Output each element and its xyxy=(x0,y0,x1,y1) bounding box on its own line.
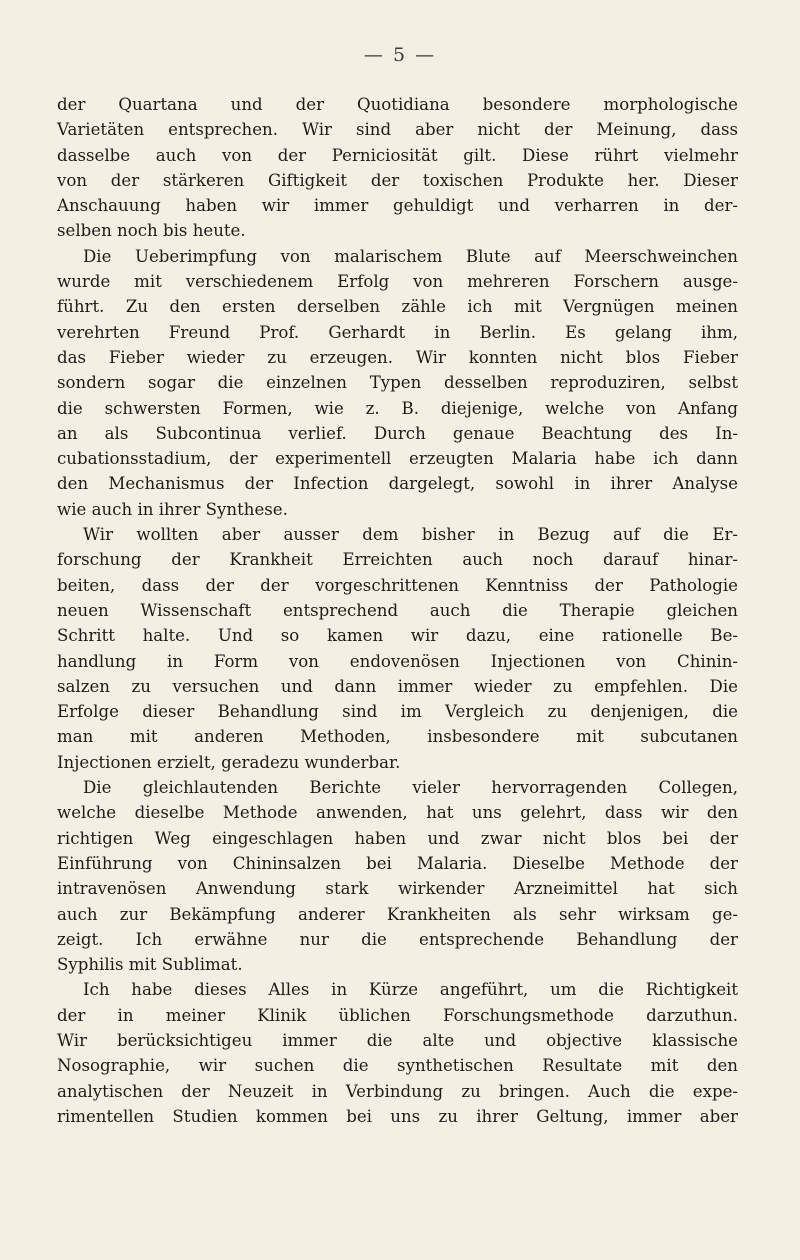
text-line: cubationsstadium, der experimentell erzeugten Malaria habe ich dann xyxy=(57,449,738,469)
text-line: Anschauung haben wir immer gehuldigt und verharren in der- xyxy=(57,196,738,216)
text-line: Erfolge dieser Behandlung sind im Vergleich zu denjenigen, die xyxy=(57,702,738,722)
text-line: Schritt halte. Und so kamen wir dazu, eine rationelle Be- xyxy=(57,626,738,646)
text-line: beiten, dass der der vorgeschrittenen Kenntniss der Pathologie xyxy=(57,575,738,595)
text-line: Ich habe dieses Alles in Kürze angeführt, um die Richtigkeit xyxy=(83,980,738,1000)
paragraph xyxy=(57,522,738,775)
text-line: das Fieber wieder zu erzeugen. Wir konnten nicht blos Fieber xyxy=(57,347,738,367)
text-line: dasselbe auch von der Perniciosität gilt. Diese rührt vielmehr xyxy=(57,145,738,165)
text-line: Syphilis mit Sublimat. xyxy=(57,955,243,975)
text-line: richtigen Weg eingeschlagen haben und zwar nicht blos bei der xyxy=(57,828,738,848)
text-line: der in meiner Klinik üblichen Forschungsmethode darzuthun. xyxy=(57,1005,738,1025)
paragraph xyxy=(57,92,738,244)
text-line: zeigt. Ich erwähne nur die entsprechende Behandlung der xyxy=(57,929,738,949)
text-line: Die Ueberimpfung von malarischem Blute auf Meerschweinchen xyxy=(83,246,738,266)
text-line: führt. Zu den ersten derselben zähle ich mit Vergnügen meinen xyxy=(57,297,738,317)
text-line: den Mechanismus der Infection dargelegt, sowohl in ihrer Analyse xyxy=(57,474,738,494)
page-number: — 5 — xyxy=(363,44,437,66)
text-line: der Quartana und der Quotidiana besondere morphologische xyxy=(57,95,738,114)
text-line: handlung in Form von endovenösen Injectionen von Chinin- xyxy=(57,651,738,671)
text-line: von der stärkeren Giftigkeit der toxischen Produkte her. Dieser xyxy=(57,170,738,190)
paragraph xyxy=(57,775,738,977)
text-line: analytischen der Neuzeit in Verbindung zu bringen. Auch die expe- xyxy=(57,1081,738,1101)
paragraph xyxy=(57,244,738,522)
text-line: Einführung von Chininsalzen bei Malaria. Dieselbe Methode der xyxy=(57,853,738,873)
text-line: die schwersten Formen, wie z. B. diejenige, welche von Anfang xyxy=(57,398,738,418)
text-line: Die gleichlautenden Berichte vieler hervorragenden Collegen, xyxy=(83,778,738,798)
text-line: intravenösen Anwendung stark wirkender Arzneimittel hat sich xyxy=(57,879,738,899)
text-line: selben noch bis heute. xyxy=(57,221,246,241)
text-line: Wir wollten aber ausser dem bisher in Bezug auf die Er- xyxy=(83,525,738,545)
text-line: wie auch in ihrer Synthese. xyxy=(57,499,288,519)
text-line: welche dieselbe Methode anwenden, hat uns gelehrt, dass wir den xyxy=(57,803,738,823)
text-line: wurde mit verschiedenem Erfolg von mehreren Forschern ausge- xyxy=(57,272,738,292)
text-line: Injectionen erzielt, geradezu wunderbar. xyxy=(57,752,401,772)
text-line: salzen zu versuchen und dann immer wieder zu empfehlen. Die xyxy=(57,676,738,696)
text-line: an als Subcontinua verlief. Durch genaue Beachtung des In- xyxy=(57,423,738,443)
text-line: sondern sogar die einzelnen Typen desselben reproduziren, selbst xyxy=(57,373,738,393)
text-line: neuen Wissenschaft entsprechend auch die Therapie gleichen xyxy=(57,600,738,620)
text-line: forschung der Krankheit Erreichten auch noch darauf hinar- xyxy=(57,550,738,570)
body-text xyxy=(57,92,738,1129)
text-line: rimentellen Studien kommen bei uns zu ihrer Geltung, immer aber xyxy=(57,1106,738,1126)
text-line: man mit anderen Methoden, insbesondere mit subcutanen xyxy=(57,727,738,747)
text-line: Nosographie, wir suchen die synthetischen Resultate mit den xyxy=(57,1056,738,1076)
text-line: Varietäten entsprechen. Wir sind aber nicht der Meinung, dass xyxy=(57,120,738,140)
text-line: auch zur Bekämpfung anderer Krankheiten als sehr wirksam ge- xyxy=(57,904,738,924)
paragraph xyxy=(57,977,738,1129)
text-line: Wir berücksichtigeu immer die alte und objective klassische xyxy=(57,1030,738,1050)
text-line: verehrten Freund Prof. Gerhardt in Berlin. Es gelang ihm, xyxy=(57,322,738,342)
